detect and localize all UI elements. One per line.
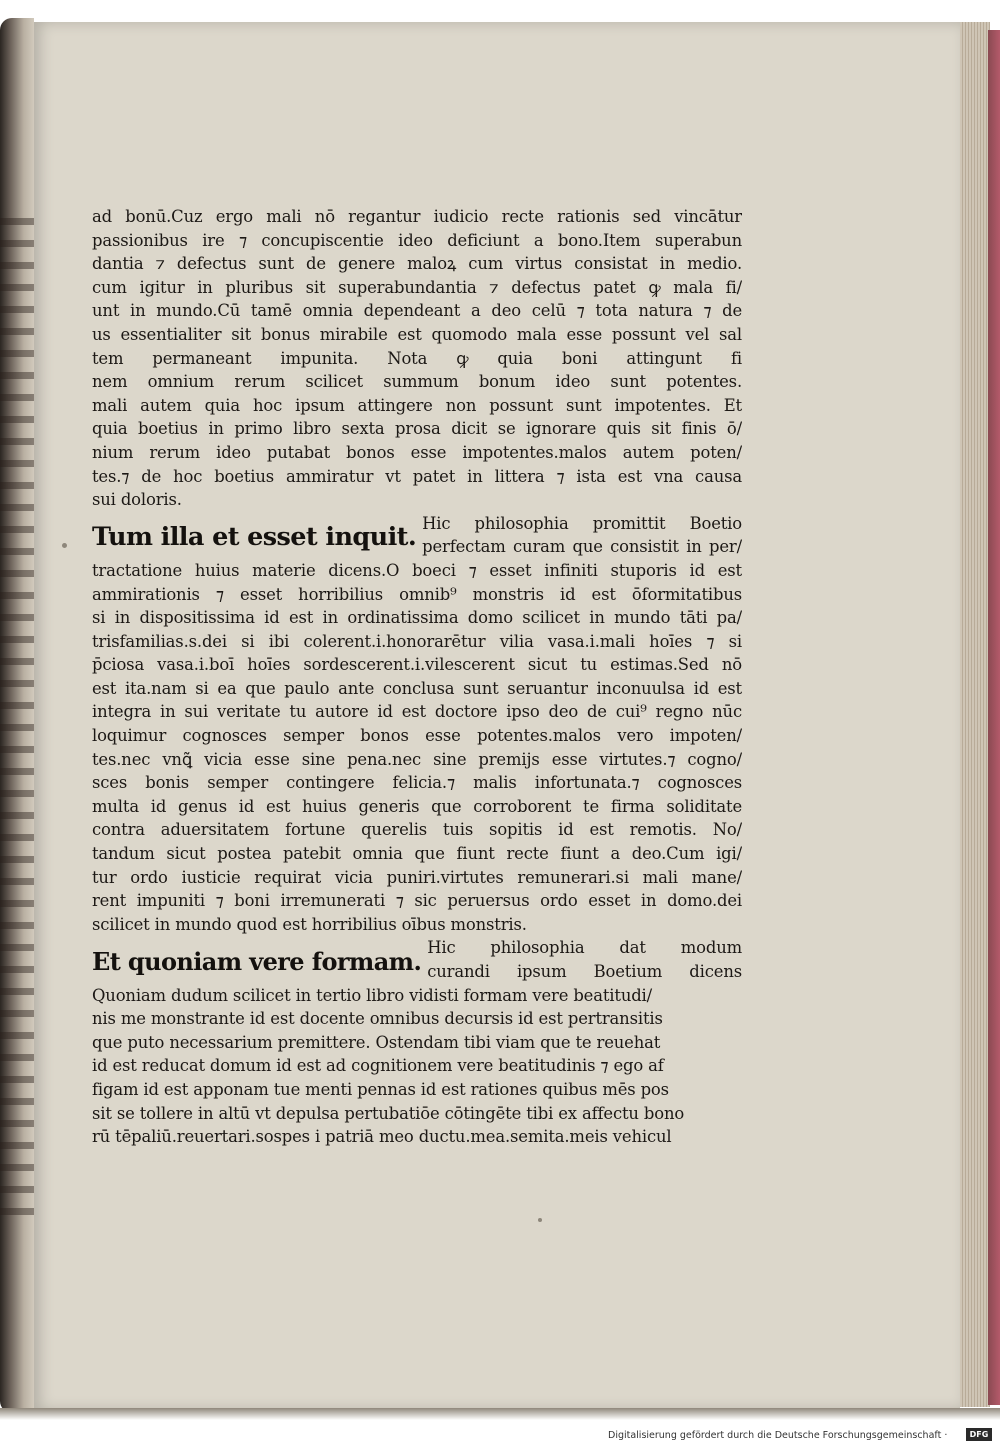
text-line: Hic philosophia promittit Boetio [422,513,742,533]
commentary-paragraph [92,205,742,512]
text-line: dantia ⁊ defectus sunt de genere maloꝝ cum virtus consistat in medio. [92,254,742,274]
text-line: que puto necessarium premittere. Ostendam tibi viam que te reuehat [92,1032,661,1052]
text-line: est ita.nam si ea que paulo ante conclusa sunt seruantur inconuulsa id est [92,678,742,698]
text-line: curandi ipsum Boetium dicens [427,962,742,981]
left-facing-page-edge [0,18,34,1413]
lemma-heading: Tum illa et esset inquit. [92,521,417,552]
text-column [92,205,742,1149]
text-line: tes.nec vnꝗ͂ vicia esse sine pena.nec sine premijs esse virtutes.⁊ cogno/ [92,749,742,769]
digitization-credit: Digitalisierung gefördert durch die Deutsche Forschungsgemeinschaft · [608,1430,948,1441]
text-line: trisfamilias.s.dei si ibi colerent.i.honorarētur vilia vasa.i.mali hoīes ⁊ si [92,631,742,651]
text-line: ammirationis ⁊ esset horribilius omnib⁹ monstris id est ōformitatibus [92,584,742,604]
text-line: tractatione huius materie dicens.O boeci ⁊ esset infiniti stuporis id est [92,560,742,580]
text-line: perfectam curam que consistit in per/ [422,537,742,557]
text-line: contra aduersitatem fortune querelis tuis sopitis id est remotis. No/ [92,820,742,840]
text-line: rent impuniti ⁊ boni irremunerati ⁊ sic peruersus ordo esset in domo.dei [92,891,742,911]
commentary-paragraph [92,559,742,937]
page-bottom-shadow [0,1408,1000,1420]
text-line: loquimur cognosces semper bonos esse potentes.malos vero impoten/ [92,726,742,746]
text-line: nem omnium rerum scilicet summum bonum ideo sunt potentes. [92,372,742,392]
section-heading-row [92,512,742,559]
heading-gloss [422,512,742,559]
text-line: cum igitur in pluribus sit superabundantia ⁊ defectus patet ꝙ mala fi/ [92,277,742,297]
text-line: mali autem quia hoc ipsum attingere non possunt sunt impotentes. Et [92,395,742,415]
text-line: id est reducat domum id est ad cognitionem vere beatitudinis ⁊ ego af [92,1056,664,1076]
text-line: tur ordo iusticie requirat vicia puniri.virtutes remunerari.si mali mane/ [92,867,742,887]
text-line: quia boetius in primo libro sexta prosa dicit se ignorare quis sit finis ō/ [92,419,742,439]
dfg-logo: DFG [966,1428,992,1441]
text-line: sces bonis semper contingere felicia.⁊ malis infortunata.⁊ cognosces [92,773,742,793]
page-stack-edge [960,22,990,1407]
paper-speck [538,1218,542,1222]
commentary-paragraph [92,984,742,1149]
paper-speck [62,543,67,548]
text-line: scilicet in mundo quod est horribilius oībus monstris. [92,914,527,934]
text-line: si in dispositissima id est in ordinatissima domo scilicet in mundo tāti pa/ [92,608,742,628]
text-line: passionibus ire ⁊ concupiscentie ideo deficiunt a bono.Item superabun [92,230,742,250]
text-line: nium rerum ideo putabat bonos esse impotentes.malos autem poten/ [92,442,742,462]
text-line: Hic philosophia dat modum [427,938,742,958]
book-cover-edge [988,30,1000,1405]
text-line: nis me monstrante id est docente omnibus decursis id est pertransitis [92,1009,663,1029]
text-line: ad bonū.Cuz ergo mali nō regantur iudicio recte rationis sed vincātur [92,207,742,226]
text-line: multa id genus id est huius generis que corroborent te firma soliditate [92,796,742,816]
section-heading-row [92,936,742,983]
heading-gloss [427,936,742,983]
text-line: sit se tollere in altū vt depulsa pertubatiōe cōtingēte tibi ex affectu bono [92,1103,685,1123]
text-line: rū tēpaliū.reuertari.sospes i patriā meo ductu.mea.semita.meis vehicul [92,1127,672,1147]
text-line: tem permaneant impunita. Nota ꝙ quia boni attingunt fi [92,348,742,368]
text-line: integra in sui veritate tu autore id est doctore ipso deo de cui⁹ regno nūc [92,702,742,722]
text-line: tes.⁊ de hoc boetius ammiratur vt patet in littera ⁊ ista est vna causa [92,466,742,486]
text-line: tandum sicut postea patebit omnia que fiunt recte fiunt a deo.Cum igi/ [92,844,742,864]
text-line: us essentialiter sit bonus mirabile est quomodo mala esse possunt vel sal [92,324,742,344]
text-line: Quoniam dudum scilicet in tertio libro vidisti formam vere beatitudi/ [92,985,653,1005]
text-line: sui doloris. [92,490,182,510]
text-line: p̄ciosa vasa.i.boī hoīes sordescerent.i.vilescerent sicut tu estimas.Sed nō [92,655,742,675]
left-page-text-fragment [0,218,34,1218]
text-line: unt in mundo.Cū tamē omnia dependeant a deo celū ⁊ tota natura ⁊ de [92,301,742,321]
lemma-heading: Et quoniam vere formam. [92,946,422,976]
text-line: figam id est apponam tue menti pennas id est rationes quibus mēs pos [92,1079,669,1099]
